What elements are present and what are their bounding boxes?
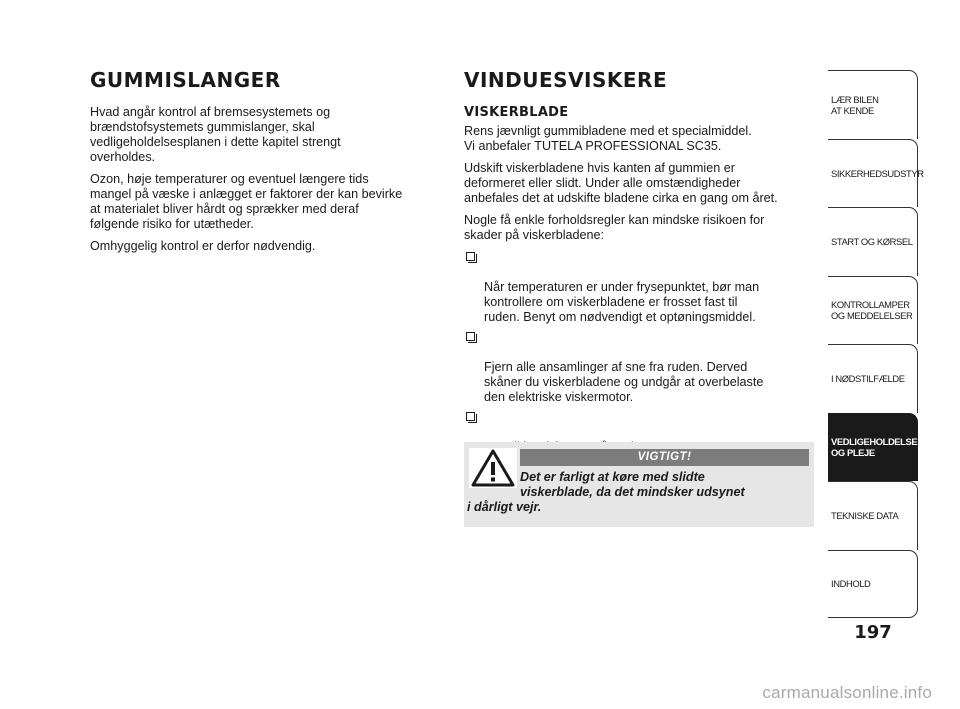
section-title-vinduesviskere: VINDUESVISKERE bbox=[464, 68, 668, 92]
right-column bbox=[464, 68, 814, 460]
paragraph: Ozon, høje temperaturer og eventuel længere tids mangel på væske i anlægget er faktorer der kan bevirke at materialet bliver hårdt og sprækker med deraf følgende risiko for utætheder. bbox=[90, 172, 403, 231]
tab-laer-bilen-at-kende[interactable] bbox=[828, 70, 918, 139]
paragraph: Udskift viskerbladene hvis kanten af gummien er deformeret eller slidt. Under alle omstændigheder anbefales det at udskifte bladene cirka en gang om året. bbox=[464, 161, 778, 205]
tab-start-og-korsel[interactable] bbox=[828, 207, 918, 276]
page-number: 197 bbox=[854, 622, 892, 643]
tab-i-nodstilfaelde[interactable] bbox=[828, 344, 918, 413]
tab-label: START OG KØRSEL bbox=[831, 236, 913, 248]
tab-label: LÆR BILEN AT KENDE bbox=[831, 93, 879, 116]
tab-label: SIKKERHEDSUDSTYR bbox=[831, 167, 924, 179]
tab-kontrollamper[interactable] bbox=[828, 276, 918, 345]
paragraph: Omhyggelig kontrol er derfor nødvendig. bbox=[90, 239, 316, 253]
subsection-title-viskerblade: VISKERBLADE bbox=[464, 105, 569, 120]
chapter-tabs bbox=[828, 70, 924, 618]
list-item bbox=[464, 330, 814, 405]
tab-label: TEKNISKE DATA bbox=[831, 510, 899, 522]
paragraph: Nogle få enkle forholdsregler kan mindske risikoen for skader på viskerbladene: bbox=[464, 213, 765, 242]
warning-text-line: Det er farligt at køre med slidte bbox=[520, 470, 705, 484]
list-item-text: Når temperaturen er under frysepunktet, bør man kontrollere om viskerbladene er frosset fast til ruden. Benyt om nødvendigt et optøningsmiddel. bbox=[484, 280, 760, 324]
tab-label: VEDLIGEHOLDELSE OG PLEJE bbox=[831, 436, 918, 459]
watermark: carmanualsonline.info bbox=[762, 683, 932, 702]
tab-indhold[interactable] bbox=[828, 550, 918, 619]
tab-vedligeholdelse-og-pleje[interactable] bbox=[828, 413, 918, 482]
left-column bbox=[90, 68, 440, 261]
tab-label: KONTROLLAMPER OG MEDDELELSER bbox=[831, 299, 913, 322]
warning-text-line: viskerblade, da det mindsker udsynet bbox=[520, 485, 745, 499]
tab-label: INDHOLD bbox=[831, 578, 871, 590]
list-item bbox=[464, 250, 814, 325]
paragraph: Hvad angår kontrol af bremsesystemets og brændstofsystemets gummislanger, skal vedligeholdelsesplanen i dette kapitel strengt overholdes. bbox=[90, 105, 341, 164]
tab-sikkerhedsudstyr[interactable] bbox=[828, 139, 924, 208]
paragraph: Rens jævnligt gummibladene med et specialmiddel. Vi anbefaler TUTELA PROFESSIONAL SC35. bbox=[464, 124, 752, 153]
warning-text bbox=[464, 470, 806, 515]
precautions-list bbox=[464, 250, 814, 455]
section-title-gummislanger: GUMMISLANGER bbox=[90, 68, 281, 92]
warning-box bbox=[464, 442, 814, 527]
tab-tekniske-data[interactable] bbox=[828, 481, 918, 550]
checkbox-bullet-icon bbox=[466, 412, 475, 421]
list-item-text: Fjern alle ansamlinger af sne fra ruden. Derved skåner du viskerbladene og undgår at overbelaste den elektriske viskermotor. bbox=[484, 360, 764, 404]
tab-label: I NØDSTILFÆLDE bbox=[831, 373, 905, 385]
checkbox-bullet-icon bbox=[466, 252, 475, 261]
warning-label: VIGTIGT! bbox=[520, 449, 809, 466]
checkbox-bullet-icon bbox=[466, 332, 475, 341]
warning-text-line: i dårligt vejr. bbox=[467, 500, 542, 514]
